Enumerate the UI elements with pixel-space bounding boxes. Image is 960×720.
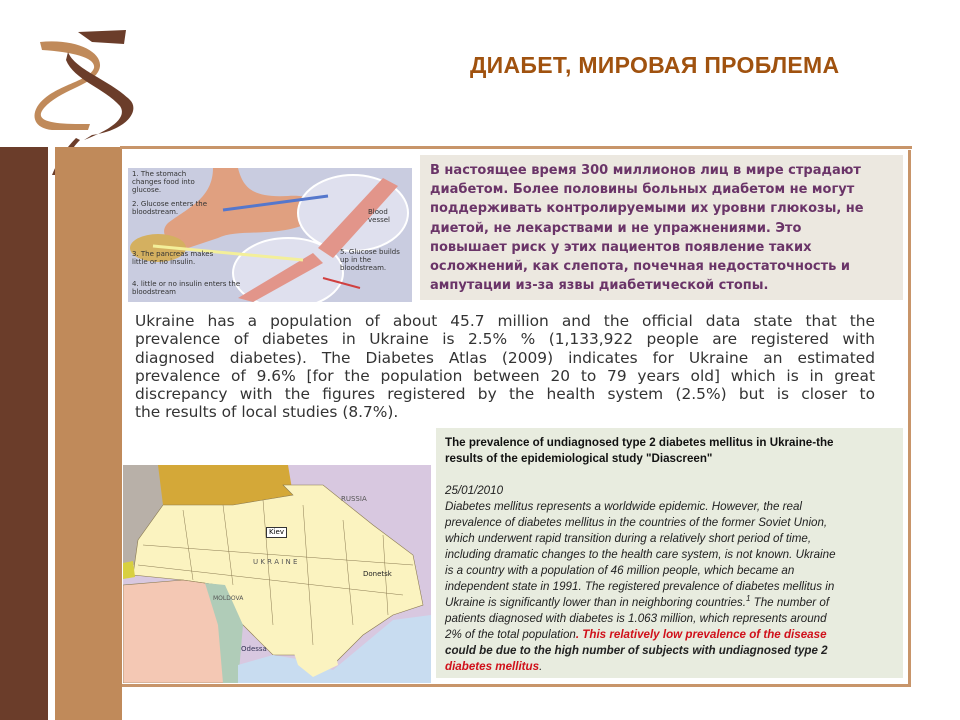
en-line: diagnosed diabetes). The Diabetes Atlas (2009) indicates for Ukraine an estimated (135, 348, 875, 367)
study-body-line: which underwent rapid transition during a relatively short period of time, (445, 532, 812, 545)
ru-line: поддерживать контролируемыми их уровни глюкозы, не (430, 201, 864, 216)
en-line: discrepancy with the figures registered by the health system (2.5%) but is closer to (135, 385, 875, 404)
diagram-label-2: 2. Glucose enters the bloodstream. (132, 200, 208, 216)
diagram-label-3: 3. The pancreas makes little or no insulin. (132, 250, 214, 266)
ukraine-prevalence-paragraph (135, 312, 875, 422)
en-line: prevalence of 9.6% [for the population between 20 to 79 years old] which is in great (135, 366, 875, 385)
slide-title: ДИАБЕТ, МИРОВАЯ ПРОБЛЕМА (470, 52, 840, 78)
footnote-marker: 1 (745, 594, 751, 604)
ru-line: осложнений, как слепота, почечная недостаточность и (430, 259, 851, 274)
en-line: the results of local studies (8.7%). (135, 403, 399, 422)
study-body-text: 2% of the total population (445, 628, 576, 641)
study-highlight-text: . This relatively low prevalence of the disease (575, 628, 827, 641)
ru-line: диабетом. Более половины больных диабетом не могут (430, 182, 855, 197)
study-highlight-line (445, 660, 542, 674)
en-line: Ukraine has a population of about 45.7 million and the official data state that the (135, 312, 875, 330)
study-date: 25/01/2010 (445, 484, 504, 497)
ru-line: повышает риск у этих пациентов появление таких (430, 240, 812, 255)
diagram-label-1: 1. The stomach changes food into glucose. (132, 170, 195, 194)
study-body-line: is a country with a population of 46 million people, which became an (445, 564, 795, 577)
russian-text-box (420, 155, 903, 300)
en-line: prevalence of diabetes in Ukraine is 2.5% % (1,133,922 people are registered with (135, 330, 875, 349)
study-body-line: independent state in 1991. The registered prevalence of diabetes mellitus in (445, 580, 835, 593)
study-highlight-line: could be due to the high number of subjects with undiagnosed type 2 (445, 644, 828, 657)
study-body-text: Ukraine is significantly lower than in neighboring countries. (445, 596, 746, 609)
study-body-line: Diabetes mellitus represents a worldwide epidemic. However, the real (445, 500, 802, 513)
diagram-label-5: 5. Glucose builds up in the bloodstream. (340, 248, 400, 272)
ru-line: ампутации из-за язвы диабетической стопы. (430, 278, 769, 293)
study-title-line: The prevalence of undiagnosed type 2 diabetes mellitus in Ukraine-the (445, 436, 834, 449)
map-label-russia: RUSSIA (341, 495, 367, 503)
left-stripe-tan (55, 147, 122, 720)
study-body-text: The number of (753, 596, 830, 609)
diagram-label-blood-vessel: Blood vessel (368, 208, 390, 224)
diagram-label-4: 4. little or no insulin enters the bloodstream (132, 280, 241, 296)
study-end-period: . (539, 660, 543, 673)
diascreen-study-box (436, 428, 903, 678)
map-label-donetsk: Donetsk (363, 570, 392, 578)
map-label-kiev: Kiev (266, 527, 287, 538)
study-body-line: patients diagnosed with diabetes is 1.063 million, which represents around (445, 612, 827, 625)
map-label-odessa: Odessa (241, 645, 267, 653)
study-body-line: including dramatic changes to the health care system, is not known. Ukraine (445, 548, 836, 561)
ru-line: диетой, не лекарствами и не упражнениями. Это (430, 221, 802, 236)
study-body-line (445, 628, 827, 642)
map-label-moldova: MOLDOVA (213, 595, 244, 602)
left-stripe-dark (0, 147, 48, 720)
ru-line: В настоящее время 300 миллионов лиц в мире страдают (430, 163, 861, 178)
study-highlight-text: diabetes mellitus (445, 660, 540, 673)
header-divider (120, 146, 912, 149)
study-body-line: prevalence of diabetes mellitus in the countries of the former Soviet Union, (445, 516, 828, 529)
study-title-line: results of the epidemiological study "Diascreen" (445, 452, 713, 465)
stomach-diagram (128, 168, 412, 302)
map-label-ukraine: U K R A I N E (253, 558, 298, 566)
ukraine-map (123, 465, 431, 683)
study-body-line (445, 596, 829, 610)
